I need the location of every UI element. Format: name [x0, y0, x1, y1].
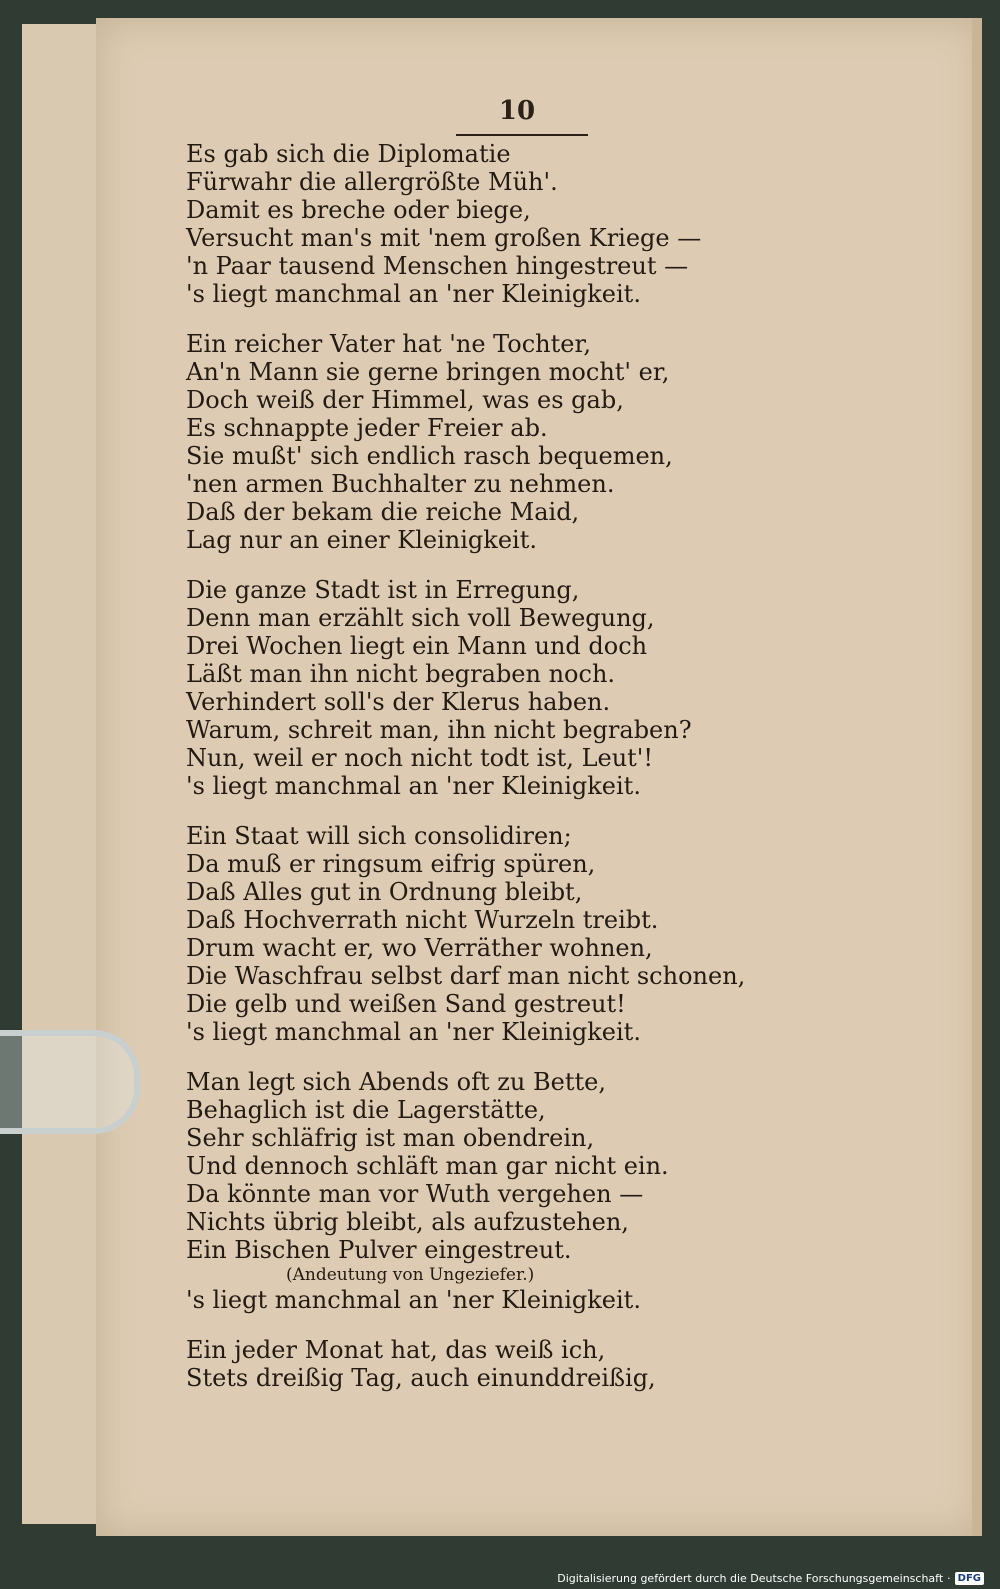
poem-line: Nichts übrig bleibt, als aufzustehen,: [186, 1208, 629, 1236]
poem-line: 's liegt manchmal an 'ner Kleinigkeit.: [186, 772, 641, 800]
poem-line: Verhindert soll's der Klerus haben.: [186, 688, 611, 716]
poem-line: Lag nur an einer Kleinigkeit.: [186, 526, 537, 554]
stanza-6: [186, 1336, 746, 1392]
poem-line: Sie mußt' sich endlich rasch bequemen,: [186, 442, 673, 470]
poem-line: Stets dreißig Tag, auch einunddreißig,: [186, 1364, 656, 1392]
poem-line: Damit es breche oder biege,: [186, 196, 531, 224]
poem-line: 's liegt manchmal an 'ner Kleinigkeit.: [186, 280, 641, 308]
stanza-2: [186, 330, 746, 554]
poem-line: Es gab sich die Diplomatie: [186, 140, 511, 168]
poem-text: [186, 140, 746, 1414]
dfg-logo-icon: DFG: [955, 1572, 984, 1585]
stanza-1: [186, 140, 746, 308]
poem-line: Daß Alles gut in Ordnung bleibt,: [186, 878, 583, 906]
poem-line: 's liegt manchmal an 'ner Kleinigkeit.: [186, 1286, 641, 1314]
poem-line: Die Waschfrau selbst darf man nicht schonen,: [186, 962, 746, 990]
poem-line: 'nen armen Buchhalter zu nehmen.: [186, 470, 615, 498]
poem-line: Die ganze Stadt ist in Erregung,: [186, 576, 580, 604]
page-number-rule: [456, 134, 588, 136]
poem-line: Denn man erzählt sich voll Bewegung,: [186, 604, 655, 632]
footer-text: Digitalisierung gefördert durch die Deutsche Forschungsgemeinschaft: [557, 1572, 944, 1585]
stanza-4: [186, 822, 746, 1046]
poem-line: Drei Wochen liegt ein Mann und doch: [186, 632, 648, 660]
poem-line: Sehr schläfrig ist man obendrein,: [186, 1124, 595, 1152]
poem-line: 'n Paar tausend Menschen hingestreut —: [186, 252, 689, 280]
poem-line: Behaglich ist die Lagerstätte,: [186, 1096, 546, 1124]
poem-line: Fürwahr die allergrößte Müh'.: [186, 168, 558, 196]
poem-line: Warum, schreit man, ihn nicht begraben?: [186, 716, 692, 744]
poem-line: Ein Bischen Pulver eingestreut.: [186, 1236, 572, 1264]
poem-line: Drum wacht er, wo Verräther wohnen,: [186, 934, 653, 962]
poem-line: Nun, weil er noch nicht todt ist, Leut'!: [186, 744, 654, 772]
poem-line: Die gelb und weißen Sand gestreut!: [186, 990, 626, 1018]
digitization-footer: Digitalisierung gefördert durch die Deutsche Forschungsgemeinschaft · DFG: [557, 1572, 984, 1585]
poem-line: Da muß er ringsum eifrig spüren,: [186, 850, 596, 878]
stanza-5: [186, 1068, 746, 1314]
poem-line: Ein Staat will sich consolidiren;: [186, 822, 572, 850]
stanza-3: [186, 576, 746, 800]
poem-line: Es schnappte jeder Freier ab.: [186, 414, 548, 442]
poem-line: Und dennoch schläft man gar nicht ein.: [186, 1152, 669, 1180]
poem-line: Man legt sich Abends oft zu Bette,: [186, 1068, 606, 1096]
poem-line: Daß Hochverrath nicht Wurzeln treibt.: [186, 906, 659, 934]
poem-line: Ein jeder Monat hat, das weiß ich,: [186, 1336, 606, 1364]
poem-line: Läßt man ihn nicht begraben noch.: [186, 660, 616, 688]
page-number: 10: [498, 96, 536, 126]
poem-note: (Andeutung von Ungeziefer.): [286, 1265, 535, 1285]
poem-line: Da könnte man vor Wuth vergehen —: [186, 1180, 644, 1208]
poem-line: Versucht man's mit 'nem großen Kriege —: [186, 224, 702, 252]
page-edge: [972, 18, 982, 1536]
poem-line: Ein reicher Vater hat 'ne Tochter,: [186, 330, 591, 358]
poem-line: Daß der bekam die reiche Maid,: [186, 498, 580, 526]
paper-clip: [0, 1030, 140, 1134]
poem-line: An'n Mann sie gerne bringen mocht' er,: [186, 358, 670, 386]
poem-line: Doch weiß der Himmel, was es gab,: [186, 386, 624, 414]
poem-line: 's liegt manchmal an 'ner Kleinigkeit.: [186, 1018, 641, 1046]
